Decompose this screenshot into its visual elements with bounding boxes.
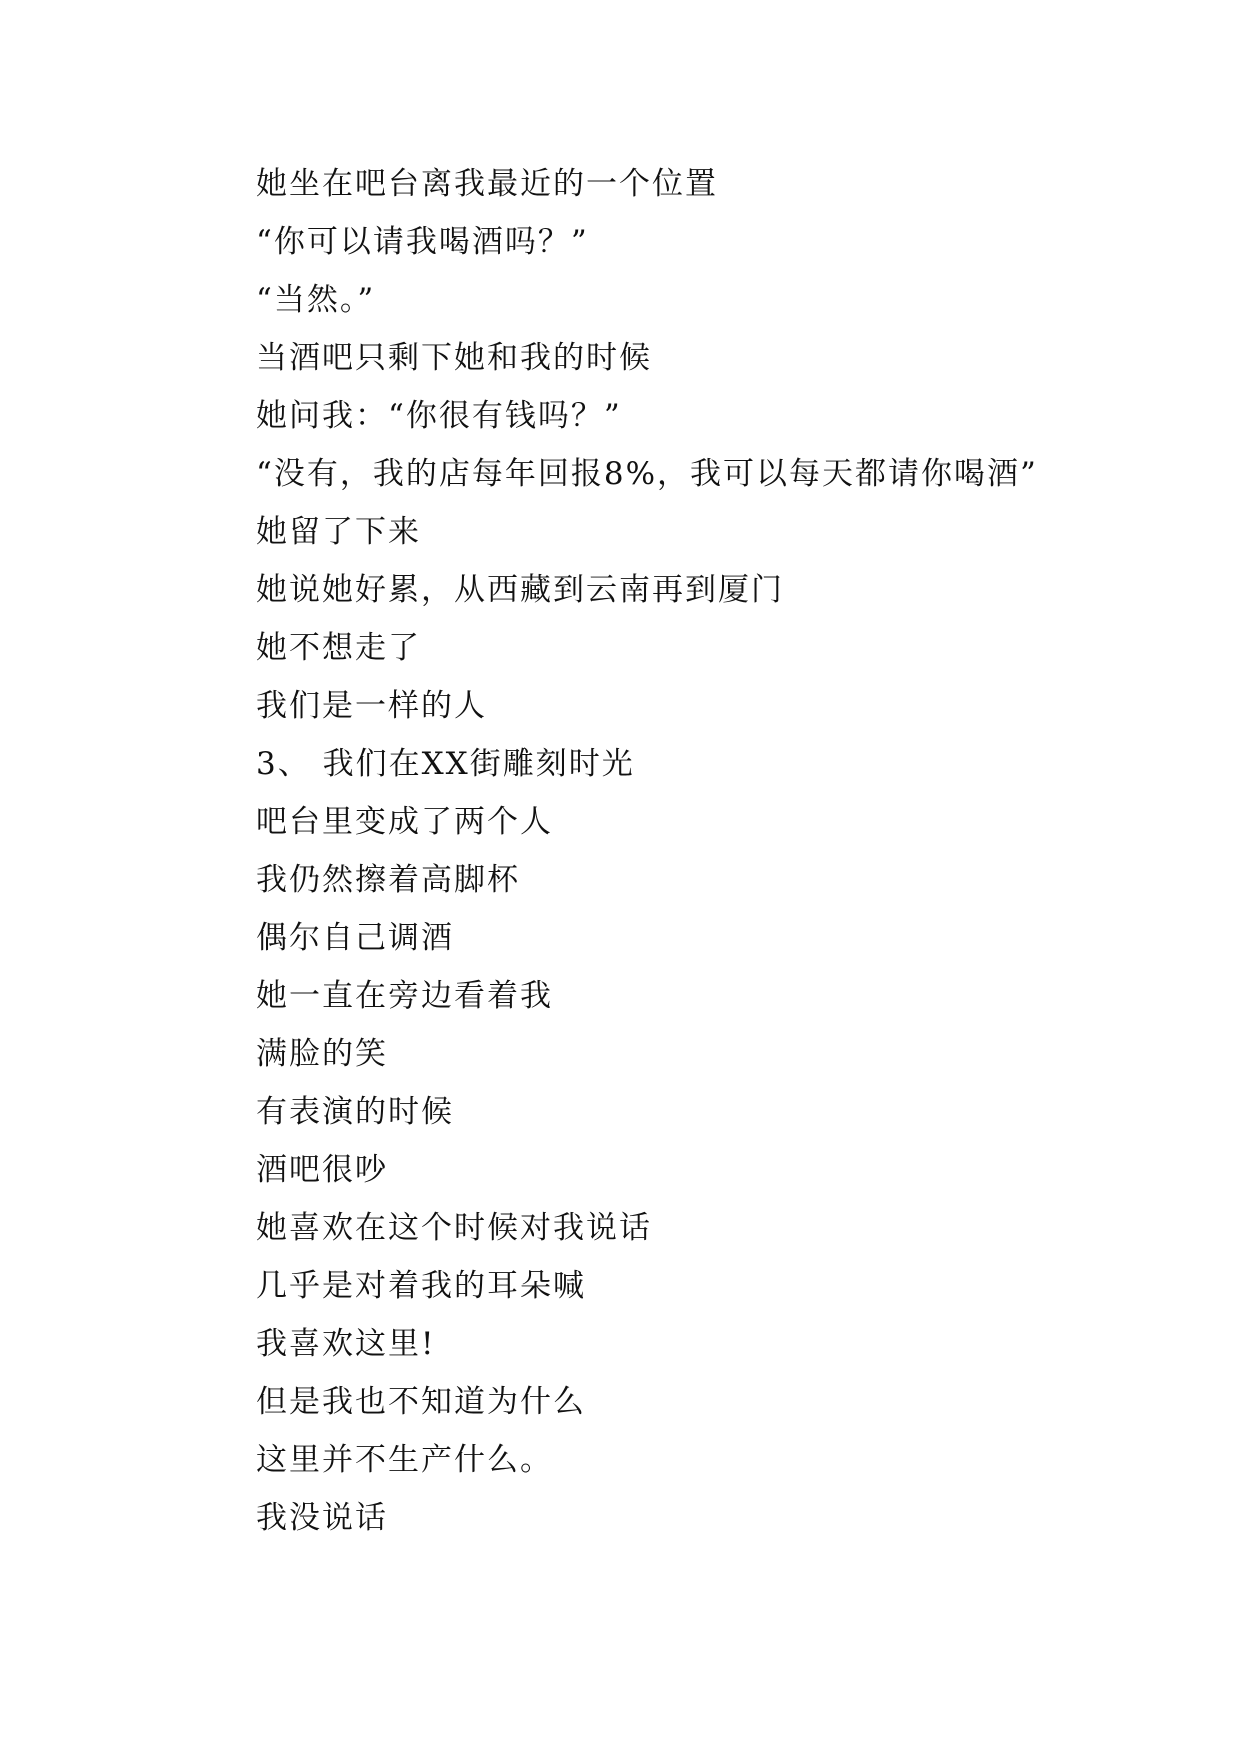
document-body (256, 155, 1156, 1547)
text-line: 有表演的时候 (256, 1094, 454, 1130)
text-line: 我们是一样的人 (256, 688, 487, 724)
text-line: 她不想走了 (256, 630, 421, 666)
text-line: 偶尔自己调酒 (256, 920, 454, 956)
text-line: “当然。” (256, 282, 376, 318)
text-line: 她坐在吧台离我最近的一个位置 (256, 166, 718, 202)
text-line: 酒吧很吵 (256, 1152, 388, 1188)
text-line: 3、 我们在XX街雕刻时光 (256, 746, 635, 782)
text-line: 她留了下来 (256, 514, 421, 550)
text-line: 她问我：“你很有钱吗？” (256, 398, 622, 434)
text-line: “你可以请我喝酒吗？” (256, 224, 589, 260)
text-line: 我没说话 (256, 1500, 388, 1536)
text-line: 当酒吧只剩下她和我的时候 (256, 340, 652, 376)
text-line: 满脸的笑 (256, 1036, 388, 1072)
text-line: 几乎是对着我的耳朵喊 (256, 1268, 586, 1304)
text-line: 我喜欢这里! (256, 1326, 436, 1362)
text-line: 这里并不生产什么。 (256, 1442, 553, 1478)
text-line: 我仍然擦着高脚杯 (256, 862, 520, 898)
text-line: 她喜欢在这个时候对我说话 (256, 1210, 652, 1246)
text-line: 她说她好累，从西藏到云南再到厦门 (256, 572, 784, 608)
text-line: 但是我也不知道为什么 (256, 1384, 586, 1420)
text-line: 吧台里变成了两个人 (256, 804, 553, 840)
text-line: 她一直在旁边看着我 (256, 978, 553, 1014)
text-line: “没有，我的店每年回报8%，我可以每天都请你喝酒” (256, 456, 1038, 492)
